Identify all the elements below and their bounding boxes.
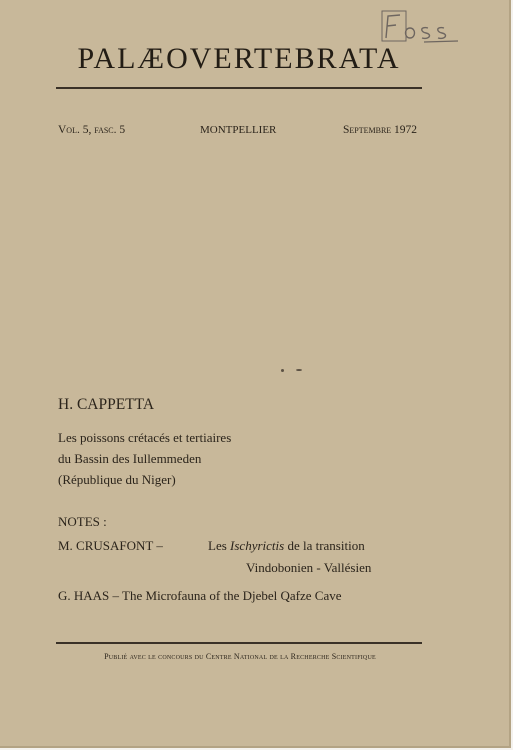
publication-city: MONTPELLIER <box>200 124 277 136</box>
note-author: M. CRUSAFONT – <box>58 538 163 553</box>
volume-number: Vol. 5, fasc. 5 <box>58 124 126 136</box>
paper-speck <box>296 369 302 371</box>
publisher-note: Publié avec le concours du Centre National de la Recherche Scientifique <box>104 652 376 661</box>
journal-title: PALÆOVERTEBRATA <box>77 42 401 75</box>
note-title-continued: Vindobonien - Vallésien <box>246 560 372 575</box>
notes-heading: NOTES : <box>58 514 107 529</box>
note-title: Les Ischyrictis de la transition <box>208 538 365 553</box>
note-entry: G. HAAS – The Microfauna of the Djebel Qafze Cave <box>58 588 342 603</box>
footer-rule <box>56 642 422 644</box>
main-article-title-line: (République du Niger) <box>58 472 176 487</box>
publication-date: Septembre 1972 <box>343 124 418 136</box>
taxon-name: Ischyrictis <box>230 538 285 553</box>
header-rule <box>56 87 422 89</box>
handwritten-pencil-note <box>380 8 460 44</box>
main-article-title-line: Les poissons crétacés et tertiaires <box>58 430 232 445</box>
main-article-title-line: du Bassin des Iullemmeden <box>58 451 202 466</box>
paper-speck <box>281 369 284 372</box>
main-article-author: H. CAPPETTA <box>58 396 155 413</box>
